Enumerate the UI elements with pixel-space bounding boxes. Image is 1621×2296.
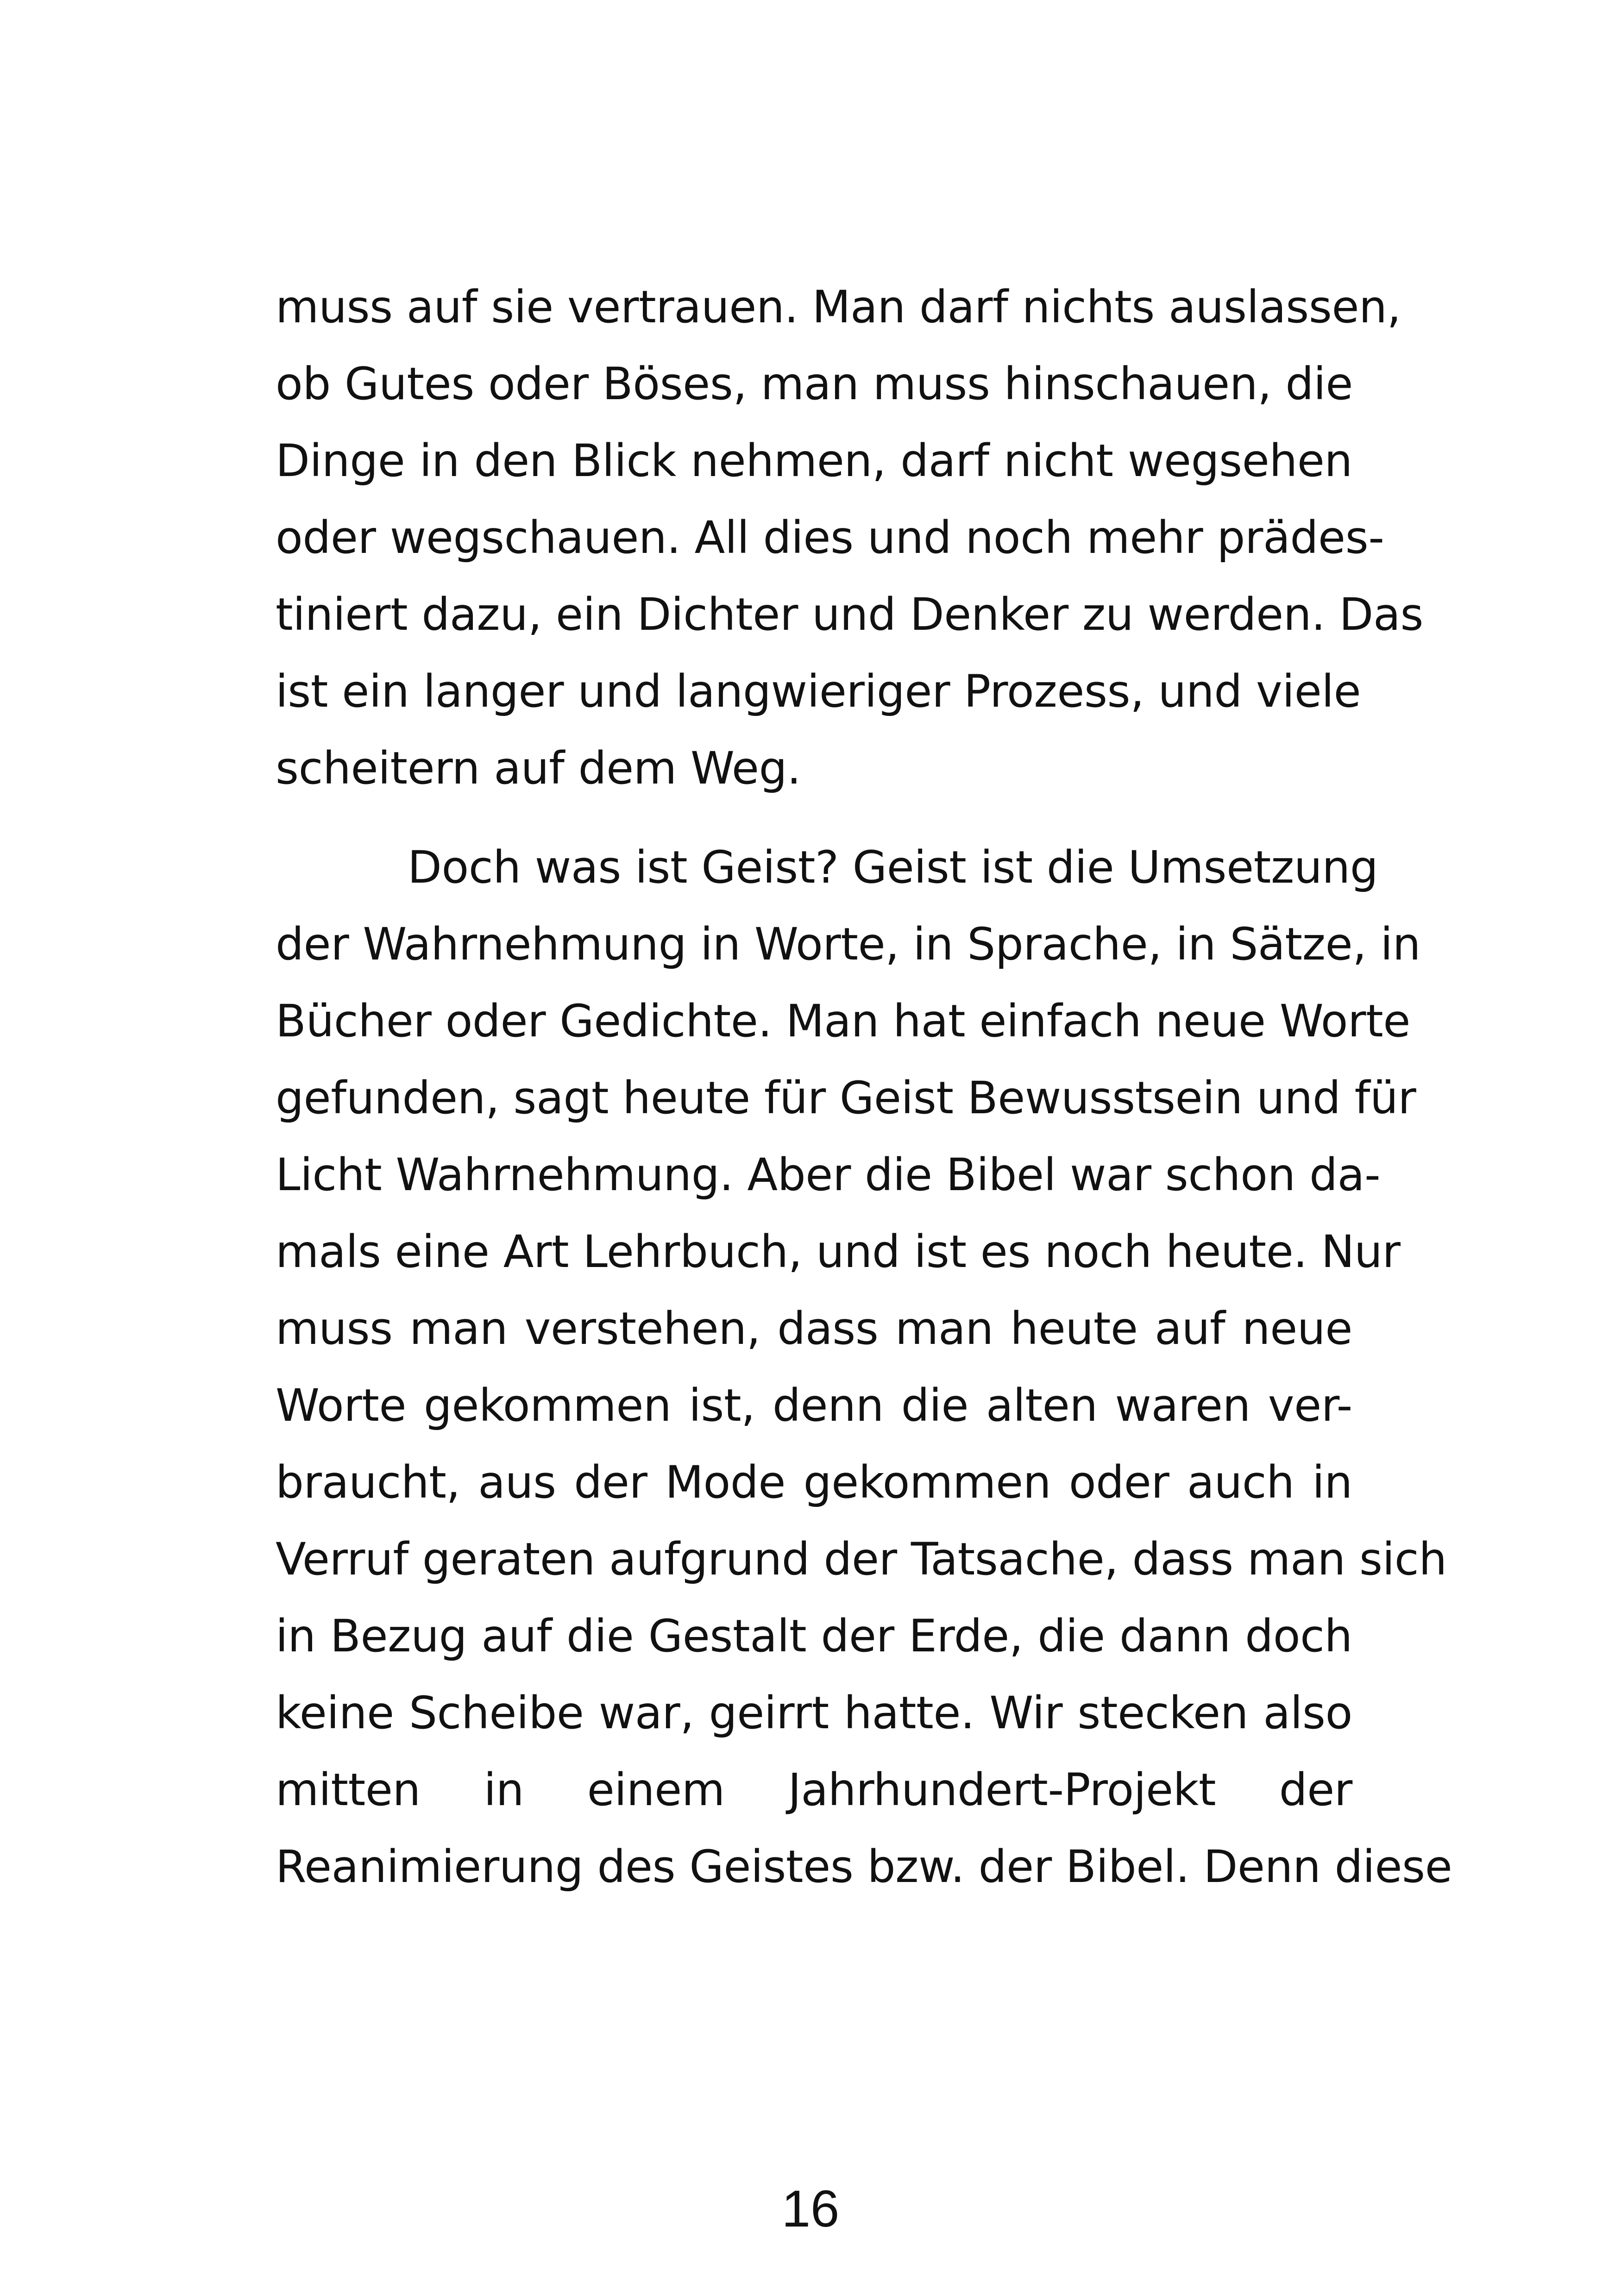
paragraph-2 <box>276 829 1452 1905</box>
text-line: ist ein langer und langwieriger Prozess, und viele <box>276 665 1361 717</box>
text-line: mals eine Art Lehrbuch, und ist es noch heute. Nur <box>276 1226 1401 1278</box>
text-line: in Bezug auf die Gestalt der Erde, die dann doch <box>276 1610 1352 1662</box>
text-line: tiniert dazu, ein Dichter und Denker zu werden. Das <box>276 589 1424 640</box>
page-number: 16 <box>781 2180 840 2238</box>
text-line: Reanimierung des Geistes bzw. der Bibel. Denn diese <box>276 1841 1452 1893</box>
text-line: Doch was ist Geist? Geist ist die Umsetzung <box>408 841 1378 893</box>
text-line: Licht Wahrnehmung. Aber die Bibel war schon da- <box>276 1149 1381 1201</box>
text-line: Bücher oder Gedichte. Man hat einfach neue Worte <box>276 995 1411 1047</box>
text-line: Dinge in den Blick nehmen, darf nicht wegsehen <box>276 435 1352 487</box>
text-line: ob Gutes oder Böses, man muss hinschauen, die <box>276 358 1353 410</box>
text-line: muss man verstehen, dass man heute auf neue <box>276 1303 1352 1355</box>
text-line: oder wegschauen. All dies und noch mehr prädes- <box>276 512 1384 564</box>
text-line: gefunden, sagt heute für Geist Bewusstsein und für <box>276 1072 1416 1124</box>
text-line: mitten in einem Jahrhundert-Projekt der <box>276 1764 1352 1816</box>
text-line: scheitern auf dem Weg. <box>276 742 801 794</box>
text-line: braucht, aus der Mode gekommen oder auch in <box>276 1456 1352 1508</box>
text-line: keine Scheibe war, geirrt hatte. Wir stecken also <box>276 1687 1352 1739</box>
text-line: muss auf sie vertrauen. Man darf nichts auslassen, <box>276 281 1401 333</box>
text-line: der Wahrnehmung in Worte, in Sprache, in Sätze, in <box>276 918 1421 970</box>
paragraph-1 <box>276 269 1424 807</box>
text-line: Verruf geraten aufgrund der Tatsache, dass man sich <box>276 1533 1447 1585</box>
text-line: Worte gekommen ist, denn die alten waren ver- <box>276 1380 1352 1431</box>
